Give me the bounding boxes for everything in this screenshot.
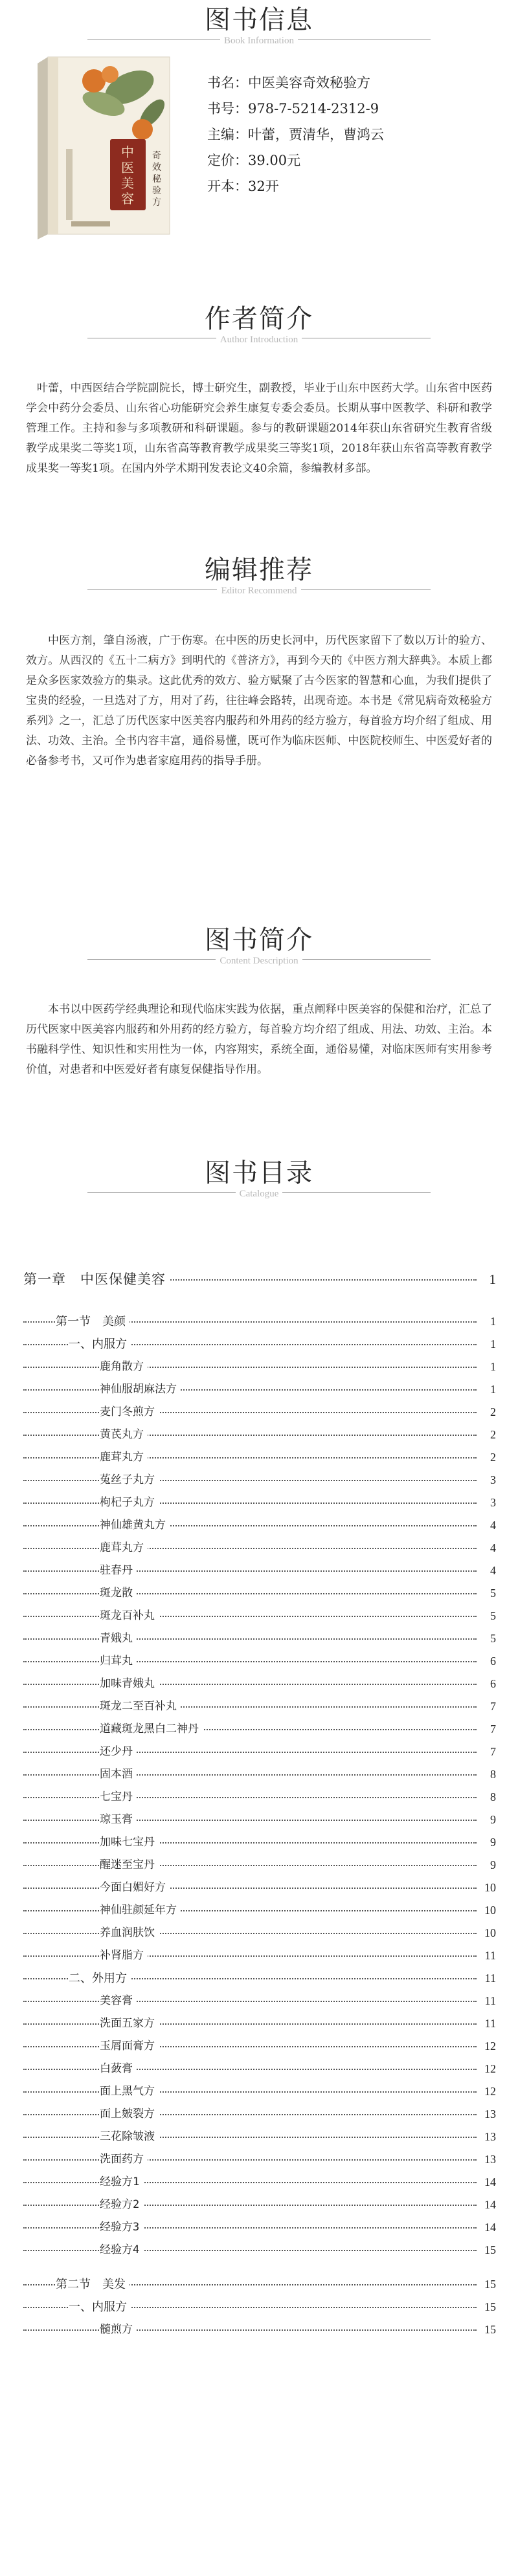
toc-entry[interactable] bbox=[23, 2035, 496, 2058]
author-title: 作者简介 bbox=[205, 304, 313, 334]
toc-label: 麦门冬煎方 bbox=[100, 1401, 159, 1424]
field-isbn bbox=[207, 96, 384, 122]
toc-leader-dots bbox=[23, 2227, 477, 2229]
author-subtitle bbox=[0, 335, 518, 349]
toc-page-number: 11 bbox=[479, 1967, 496, 1990]
toc-page-number: 3 bbox=[479, 1469, 496, 1492]
toc-label: 养血润肤饮 bbox=[100, 1922, 159, 1944]
toc-entry[interactable] bbox=[23, 1492, 496, 1514]
toc-label: 加味七宝丹 bbox=[100, 1831, 159, 1854]
catalogue-title: 图书目录 bbox=[205, 1158, 313, 1188]
toc-label: 醒迷至宝丹 bbox=[100, 1854, 159, 1877]
book-cover-illustration bbox=[32, 52, 175, 239]
toc-entry[interactable] bbox=[23, 2318, 496, 2341]
toc-leader-dots bbox=[23, 1684, 477, 1685]
toc-entry[interactable] bbox=[23, 1378, 496, 1401]
toc-entry[interactable] bbox=[23, 2216, 496, 2239]
book-info-subtitle bbox=[0, 36, 518, 50]
toc-page-number: 7 bbox=[479, 1718, 496, 1741]
toc-entry[interactable] bbox=[23, 2148, 496, 2171]
toc-label: 面上皴裂方 bbox=[100, 2103, 159, 2126]
field-value: 978-7-5214-2312-9 bbox=[248, 101, 379, 116]
toc-entry[interactable] bbox=[23, 1809, 496, 1831]
toc-page-number: 2 bbox=[479, 1424, 496, 1446]
toc-label: 白蔹膏 bbox=[100, 2058, 137, 2080]
toc-label: 第一节 美颜 bbox=[56, 1310, 130, 1333]
toc-label: 加味青娥丸 bbox=[100, 1673, 159, 1695]
toc-label: 斑龙二至百补丸 bbox=[100, 1695, 181, 1718]
toc-entry[interactable] bbox=[23, 1899, 496, 1922]
toc-entry[interactable] bbox=[23, 1854, 496, 1877]
field-label: 开本： bbox=[207, 179, 248, 194]
toc-leader-dots bbox=[23, 2159, 477, 2161]
toc-entry[interactable] bbox=[23, 1401, 496, 1424]
toc-page-number: 13 bbox=[479, 2148, 496, 2171]
toc-label: 琼玉膏 bbox=[100, 1809, 137, 1831]
toc-leader-dots bbox=[23, 1933, 477, 1934]
toc-leader-dots bbox=[23, 1593, 477, 1594]
toc-label: 菟丝子丸方 bbox=[100, 1469, 159, 1492]
toc-label: 枸杞子丸方 bbox=[100, 1492, 159, 1514]
toc-section[interactable] bbox=[23, 1310, 496, 1333]
toc-leader-dots bbox=[23, 2046, 477, 2047]
catalogue-header bbox=[0, 1158, 518, 1204]
svg-text:秘: 秘 bbox=[152, 174, 161, 184]
toc-leader-dots bbox=[23, 1435, 477, 1436]
svg-text:效: 效 bbox=[152, 162, 161, 173]
toc-entry[interactable] bbox=[23, 2012, 496, 2035]
toc-entry[interactable] bbox=[23, 1944, 496, 1967]
content-subtitle bbox=[0, 956, 518, 971]
toc-entry[interactable] bbox=[23, 1605, 496, 1627]
field-value: 32开 bbox=[248, 179, 279, 194]
toc-page-number: 5 bbox=[479, 1605, 496, 1627]
toc-leader-dots bbox=[23, 1570, 477, 1572]
toc-leader-dots bbox=[23, 1706, 477, 1708]
toc-label: 第二节 美发 bbox=[56, 2273, 130, 2296]
toc-page-number: 1 bbox=[479, 1356, 496, 1378]
toc-leader-dots bbox=[23, 1638, 477, 1640]
toc-leader-dots bbox=[23, 1548, 477, 1549]
svg-text:容: 容 bbox=[121, 191, 134, 206]
field-price bbox=[207, 148, 384, 173]
toc-page-number: 8 bbox=[479, 1763, 496, 1786]
book-info-title-en: Book Information bbox=[220, 36, 298, 47]
svg-text:验: 验 bbox=[152, 186, 161, 196]
toc-leader-dots bbox=[23, 1412, 477, 1413]
toc-label: 斑龙百补丸 bbox=[100, 1605, 159, 1627]
field-label: 书号： bbox=[207, 101, 248, 116]
book-cover bbox=[32, 52, 175, 239]
toc-page-number: 9 bbox=[479, 1809, 496, 1831]
toc-page-number: 1 bbox=[479, 1378, 496, 1401]
toc-leader-dots bbox=[23, 1752, 477, 1753]
toc-label: 鹿茸丸方 bbox=[100, 1537, 148, 1559]
catalogue-subtitle bbox=[0, 1189, 518, 1204]
toc-leader-dots bbox=[23, 2205, 477, 2206]
toc-label: 玉屑面膏方 bbox=[100, 2035, 159, 2058]
toc-leader-dots bbox=[23, 2182, 477, 2183]
toc-leader-dots bbox=[23, 1503, 477, 1504]
toc-page-number: 13 bbox=[479, 2103, 496, 2126]
toc-leader-dots bbox=[23, 1525, 477, 1526]
section-gap bbox=[23, 2262, 496, 2273]
toc-label: 七宝丹 bbox=[100, 1786, 137, 1809]
field-format bbox=[207, 173, 384, 199]
toc-label: 经验方2 bbox=[100, 2194, 143, 2216]
toc-leader-dots bbox=[23, 1457, 477, 1459]
toc-leader-dots bbox=[23, 2329, 477, 2331]
field-value: 中医美容奇效秘验方 bbox=[248, 75, 370, 91]
toc-chapter[interactable] bbox=[23, 1268, 496, 1291]
toc-page-number: 4 bbox=[479, 1537, 496, 1559]
field-label: 主编： bbox=[207, 127, 248, 142]
toc-entry[interactable] bbox=[23, 1831, 496, 1854]
editor-title: 编辑推荐 bbox=[205, 555, 313, 585]
toc-entry[interactable] bbox=[23, 1356, 496, 1378]
toc-entry[interactable] bbox=[23, 1718, 496, 1741]
toc-label: 面上黑气方 bbox=[100, 2080, 159, 2103]
toc-page-number: 9 bbox=[479, 1854, 496, 1877]
field-editors bbox=[207, 122, 384, 148]
toc-leader-dots bbox=[23, 1955, 477, 1957]
toc-page-number: 2 bbox=[479, 1446, 496, 1469]
toc-label: 还少丹 bbox=[100, 1741, 137, 1763]
field-value: 39.00元 bbox=[248, 153, 301, 168]
toc-entry[interactable] bbox=[23, 1559, 496, 1582]
toc-entry[interactable] bbox=[23, 2126, 496, 2148]
toc-leader-dots bbox=[23, 1729, 477, 1730]
toc-subsection[interactable] bbox=[23, 1967, 496, 1990]
toc-entry[interactable] bbox=[23, 1786, 496, 1809]
toc-leader-dots bbox=[23, 1389, 477, 1391]
toc-label: 一、内服方 bbox=[69, 2296, 131, 2318]
author-header bbox=[0, 304, 518, 349]
toc-page-number: 14 bbox=[479, 2216, 496, 2239]
toc-leader-dots bbox=[23, 1616, 477, 1617]
toc-subsection[interactable] bbox=[23, 1333, 496, 1356]
toc-leader-dots bbox=[23, 1842, 477, 1844]
toc-leader-dots bbox=[23, 1797, 477, 1798]
svg-text:奇: 奇 bbox=[152, 151, 161, 161]
toc-entry[interactable] bbox=[23, 1514, 496, 1537]
editor-text: 中医方剂，肇自汤液，广于伤寒。在中医的历史长河中，历代医家留下了数以万计的验方、效方。从西汉的《五十二病方》到明代的《普济方》，再到今天的《中医方剂大辞典》。本质上都是众多医家效验方的集录。这此优秀的效方、验方赋聚了古今医家的智慧和心血，为我们提供了宝贵的经验，一旦选对了方，用对了药，往往峰会路转，出现奇迹。本书是《常见病奇效秘验方系列》之一，汇总了历代医家中医美容内服药和外用药的经方验方，每首验方均介绍了组成、用法、功效、主治。全书内容丰富，通俗易懂，既可作为临床医师、中医院校师生、中医爱好者的必备参考书，又可作为患者家庭用药的指导手册。 bbox=[26, 634, 492, 767]
book-info-title: 图书信息 bbox=[205, 5, 313, 35]
toc-label: 髓煎方 bbox=[100, 2318, 137, 2341]
toc-entry[interactable] bbox=[23, 1627, 496, 1650]
toc-leader-dots bbox=[23, 1367, 477, 1368]
toc-label: 归茸丸 bbox=[100, 1650, 137, 1673]
svg-text:方: 方 bbox=[152, 197, 161, 208]
toc-label: 鹿角散方 bbox=[100, 1356, 148, 1378]
toc-label: 神仙雄黄丸方 bbox=[100, 1514, 170, 1537]
toc-label: 神仙服胡麻法方 bbox=[100, 1378, 181, 1401]
toc-entry[interactable] bbox=[23, 1469, 496, 1492]
toc-label: 固本酒 bbox=[100, 1763, 137, 1786]
toc-label: 一、内服方 bbox=[69, 1333, 131, 1356]
field-label: 书名： bbox=[207, 75, 248, 91]
author-title-en: Author Introduction bbox=[216, 335, 302, 346]
toc-entry[interactable] bbox=[23, 1763, 496, 1786]
toc-leader-dots bbox=[23, 1661, 477, 1662]
toc-page-number: 3 bbox=[479, 1492, 496, 1514]
toc-page-number: 1 bbox=[479, 1310, 496, 1333]
toc-page-number: 2 bbox=[479, 1401, 496, 1424]
toc-page-number: 8 bbox=[479, 1786, 496, 1809]
book-info-header bbox=[0, 5, 518, 50]
toc-label: 今面白媚好方 bbox=[100, 1877, 170, 1899]
toc-label: 黄芪丸方 bbox=[100, 1424, 148, 1446]
svg-text:中: 中 bbox=[121, 144, 134, 160]
toc-leader-dots bbox=[23, 2137, 477, 2138]
toc-page-number: 15 bbox=[479, 2296, 496, 2318]
author-text: 叶蕾，中西医结合学院副院长，博士研究生，副教授，毕业于山东中医药大学。山东省中医药学会中药分会委员、山东省心功能研究会养生康复专委会委员。长期从事中医教学、科研和教学管理工作。主持和参与多项教研和科研课题。参与的教研课题2014年获山东省研究生教育省级教学成果奖二等奖1项，山东省高等教育教学成果奖三等奖1项，2018年获山东省高等教育教学成果奖一等奖1项。在国内外学术期刊发表论文40余篇，参编教材多部。 bbox=[26, 382, 492, 475]
content-title: 图书简介 bbox=[205, 925, 313, 955]
toc-page-number: 11 bbox=[479, 1944, 496, 1967]
toc-leader-dots bbox=[23, 2001, 477, 2002]
toc-label: 三花除皱液 bbox=[100, 2126, 159, 2148]
editor-title-en: Editor Recommend bbox=[217, 586, 300, 597]
toc-label: 补肾脂方 bbox=[100, 1944, 148, 1967]
toc-page-number: 10 bbox=[479, 1899, 496, 1922]
toc-section[interactable] bbox=[23, 2273, 496, 2296]
toc-leader-dots bbox=[23, 2091, 477, 2093]
toc-label: 第一章 中医保健美容 bbox=[23, 1268, 170, 1291]
toc-leader-dots bbox=[23, 1910, 477, 1911]
catalogue-title-en: Catalogue bbox=[236, 1189, 283, 1200]
field-label: 定价： bbox=[207, 153, 248, 168]
toc-page-number: 6 bbox=[479, 1673, 496, 1695]
toc-leader-dots bbox=[23, 1774, 477, 1776]
toc-entry[interactable] bbox=[23, 1537, 496, 1559]
toc-subsection[interactable] bbox=[23, 2296, 496, 2318]
table-of-contents bbox=[23, 1268, 496, 2341]
toc-label: 二、外用方 bbox=[69, 1967, 131, 1990]
toc-leader-dots bbox=[23, 2250, 477, 2251]
toc-page-number: 11 bbox=[479, 2012, 496, 2035]
toc-entry[interactable] bbox=[23, 2058, 496, 2080]
toc-entry[interactable] bbox=[23, 1424, 496, 1446]
toc-page-number: 15 bbox=[479, 2318, 496, 2341]
field-title bbox=[207, 70, 384, 96]
toc-page-number: 12 bbox=[479, 2035, 496, 2058]
svg-text:医: 医 bbox=[121, 160, 134, 175]
toc-page-number: 12 bbox=[479, 2058, 496, 2080]
editor-subtitle bbox=[0, 586, 518, 600]
toc-page-number: 7 bbox=[479, 1741, 496, 1763]
toc-entry[interactable] bbox=[23, 1877, 496, 1899]
book-info-fields bbox=[207, 70, 384, 199]
toc-entry[interactable] bbox=[23, 1650, 496, 1673]
toc-label: 洗面药方 bbox=[100, 2148, 148, 2171]
toc-leader-dots bbox=[23, 1480, 477, 1481]
toc-entry[interactable] bbox=[23, 1741, 496, 1763]
toc-page-number: 5 bbox=[479, 1627, 496, 1650]
toc-page-number: 4 bbox=[479, 1514, 496, 1537]
toc-leader-dots bbox=[23, 1820, 477, 1821]
toc-label: 经验方1 bbox=[100, 2171, 143, 2194]
toc-page-number: 10 bbox=[479, 1922, 496, 1944]
toc-label: 道藏斑龙黑白二神丹 bbox=[100, 1718, 203, 1741]
content-header bbox=[0, 925, 518, 971]
toc-page-number: 10 bbox=[479, 1877, 496, 1899]
toc-page-number: 13 bbox=[479, 2126, 496, 2148]
toc-entry[interactable] bbox=[23, 1922, 496, 1944]
toc-entry[interactable] bbox=[23, 2194, 496, 2216]
content-text: 本书以中医药学经典理论和现代临床实践为依据，重点阐释中医美容的保健和治疗，汇总了历代医家中医美容内服药和外用药的经方验方，每首验方均介绍了组成、用法、功效、主治。本书融科学性、知识性和实用性为一体，内容翔实，系统全面，通俗易懂，对临床医师有实用参考价值，对患者和中医爱好者有康复保健指导作用。 bbox=[26, 1003, 492, 1076]
toc-page-number: 1 bbox=[479, 1333, 496, 1356]
toc-page-number: 4 bbox=[479, 1559, 496, 1582]
toc-entry[interactable] bbox=[23, 1990, 496, 2012]
toc-label: 美容膏 bbox=[100, 1990, 137, 2012]
toc-leader-dots bbox=[23, 1865, 477, 1866]
toc-entry[interactable] bbox=[23, 1673, 496, 1695]
toc-entry[interactable] bbox=[23, 1446, 496, 1469]
toc-label: 驻春丹 bbox=[100, 1559, 137, 1582]
section-gap bbox=[23, 1299, 496, 1310]
toc-page-number: 5 bbox=[479, 1582, 496, 1605]
toc-page-number: 14 bbox=[479, 2194, 496, 2216]
toc-entry[interactable] bbox=[23, 1582, 496, 1605]
toc-label: 神仙驻颜延年方 bbox=[100, 1899, 181, 1922]
toc-leader-dots bbox=[23, 2069, 477, 2070]
toc-page-number: 12 bbox=[479, 2080, 496, 2103]
toc-label: 青娥丸 bbox=[100, 1627, 137, 1650]
toc-leader-dots bbox=[23, 2114, 477, 2115]
field-value: 叶蕾，贾清华，曹鸿云 bbox=[248, 127, 384, 142]
toc-entry[interactable] bbox=[23, 1695, 496, 1718]
toc-entry[interactable] bbox=[23, 2103, 496, 2126]
editor-header bbox=[0, 555, 518, 600]
toc-page-number: 15 bbox=[479, 2273, 496, 2296]
svg-text:美: 美 bbox=[121, 175, 134, 191]
toc-entry[interactable] bbox=[23, 2080, 496, 2103]
toc-page-number: 1 bbox=[479, 1268, 496, 1291]
toc-page-number: 7 bbox=[479, 1695, 496, 1718]
toc-page-number: 9 bbox=[479, 1831, 496, 1854]
toc-label: 经验方4 bbox=[100, 2239, 143, 2262]
toc-leader-dots bbox=[23, 1888, 477, 1889]
toc-page-number: 14 bbox=[479, 2171, 496, 2194]
toc-entry[interactable] bbox=[23, 2171, 496, 2194]
toc-entry[interactable] bbox=[23, 2239, 496, 2262]
toc-label: 洗面五家方 bbox=[100, 2012, 159, 2035]
toc-label: 鹿茸丸方 bbox=[100, 1446, 148, 1469]
content-title-en: Content Description bbox=[216, 956, 302, 967]
toc-page-number: 6 bbox=[479, 1650, 496, 1673]
toc-page-number: 11 bbox=[479, 1990, 496, 2012]
toc-label: 经验方3 bbox=[100, 2216, 143, 2239]
toc-label: 斑龙散 bbox=[100, 1582, 137, 1605]
toc-leader-dots bbox=[23, 2023, 477, 2025]
toc-page-number: 15 bbox=[479, 2239, 496, 2262]
